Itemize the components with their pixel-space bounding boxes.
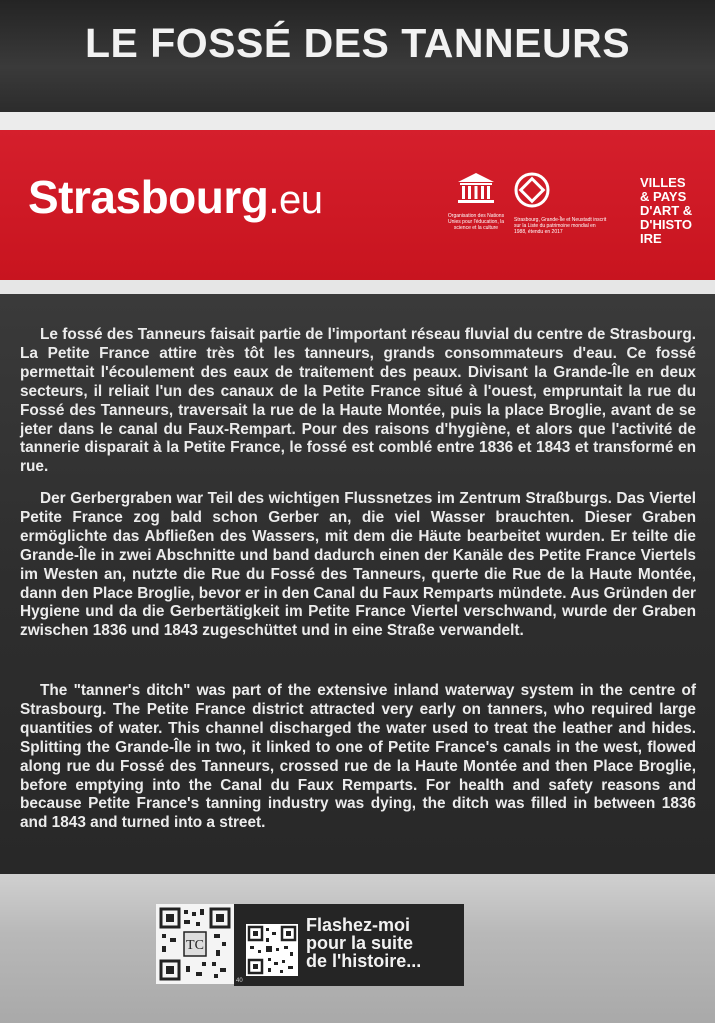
flash-qr-callout xyxy=(234,904,464,986)
page-title: LE FOSSÉ DES TANNEURS xyxy=(84,20,631,66)
qr-code-icon xyxy=(156,904,234,984)
qr-code[interactable] xyxy=(156,904,234,984)
paragraph-french: Le fossé des Tanneurs faisait partie de l'important réseau fluvial du centre de Strasbourg. La Petite France attire très tôt les tanneurs, grands consommateurs d'eau. Ce fossé permettait l'écoulement des eaux de traitement des peaux. Divisant la Grande-Île en deux secteurs, il reliait l'un des canaux de la Petite France situé à l'ouest, empruntait la rue du Fossé des Tanneurs, traversait la rue de la Haute Montée, puis la place Broglie, avant de se jeter dans le canal du Faux-Rempart. Pour des raisons d'hygiène, et alors que l'activité de tannerie disparait à la Petite France, le fossé est comblé entre 1836 et 1843 et transformé en rue. xyxy=(20,326,696,476)
title-band xyxy=(0,0,715,112)
flash-me-text: Flashez-moi pour la suite de l'histoire... xyxy=(306,915,422,971)
paragraph-german: Der Gerbergraben war Teil des wichtigen Flussnetzes im Zentrum Straßburgs. Das Viertel Petite France zog bald schon Gerber an, die viel Wasser brauchten. Dieser Graben ermöglichte das Abfließen des Wassers, mit dem die Häute bearbeitet wurden. Er teilte die Grande-Île in zwei Abschnitte und band dadurch einen der Kanäle des Petite France Viertels im Westen an, nutzte die Rue du Fossé des Tanneurs, querte die Rue de la Haute Montée, dann den Place Broglie, bevor er in den Canal du Faux Remparts mündete. Aus Gründen der Hygiene und da die Gerbertätigkeit im Petite France Viertel verschwand, wurde der Graben zwischen 1836 und 1843 zugeschüttet und in eine Straße verwandelt. xyxy=(20,490,696,640)
heritage-caption: Strasbourg, Grande-Île et Neustadt inscrit sur la Liste du patrimoine mondial en 1988, étendu en 2017 xyxy=(514,217,607,235)
page-number: 40 xyxy=(236,978,243,984)
qr-code-icon xyxy=(246,924,298,976)
divider xyxy=(0,280,715,294)
world-heritage-icon xyxy=(514,172,550,208)
svg-text:TC: TC xyxy=(186,938,204,953)
divider xyxy=(0,112,715,130)
world-heritage-emblem xyxy=(514,172,608,235)
text-panel xyxy=(0,294,715,874)
unesco-caption: Organisation des Nations Unies pour l'éducation, la science et la culture xyxy=(447,213,505,231)
paragraph-english: The "tanner's ditch" was part of the extensive inland waterway system in the centre of Strasbourg. The Petite France district attracted very early on tanners, who required large quantities of water. This channel discharged the water used to treat the leather and hides. Splitting the Grande-Île in two, it linked to one of Petite France's canals in the west, flowed along rue du Fossé des Tanneurs, crossed rue de la Haute Montée and then Place Broglie, before emptying into the Canal du Faux Remparts. For health and safety reasons and because Petite France's tanning industry was dying, the ditch was filled in between 1836 and 1843 and turned into a street. xyxy=(20,682,696,832)
brand-name: Strasbourg xyxy=(28,171,269,223)
villes-pays-art-histoire-logo: VILLES & PAYS D'ART & D'HISTO IRE xyxy=(640,175,693,246)
header-banner xyxy=(0,130,715,280)
unesco-temple-icon xyxy=(456,172,496,204)
unesco-emblem xyxy=(442,172,510,231)
strasbourg-logo xyxy=(28,170,322,224)
brand-tld: .eu xyxy=(268,178,323,222)
footer-panel xyxy=(0,874,715,1023)
